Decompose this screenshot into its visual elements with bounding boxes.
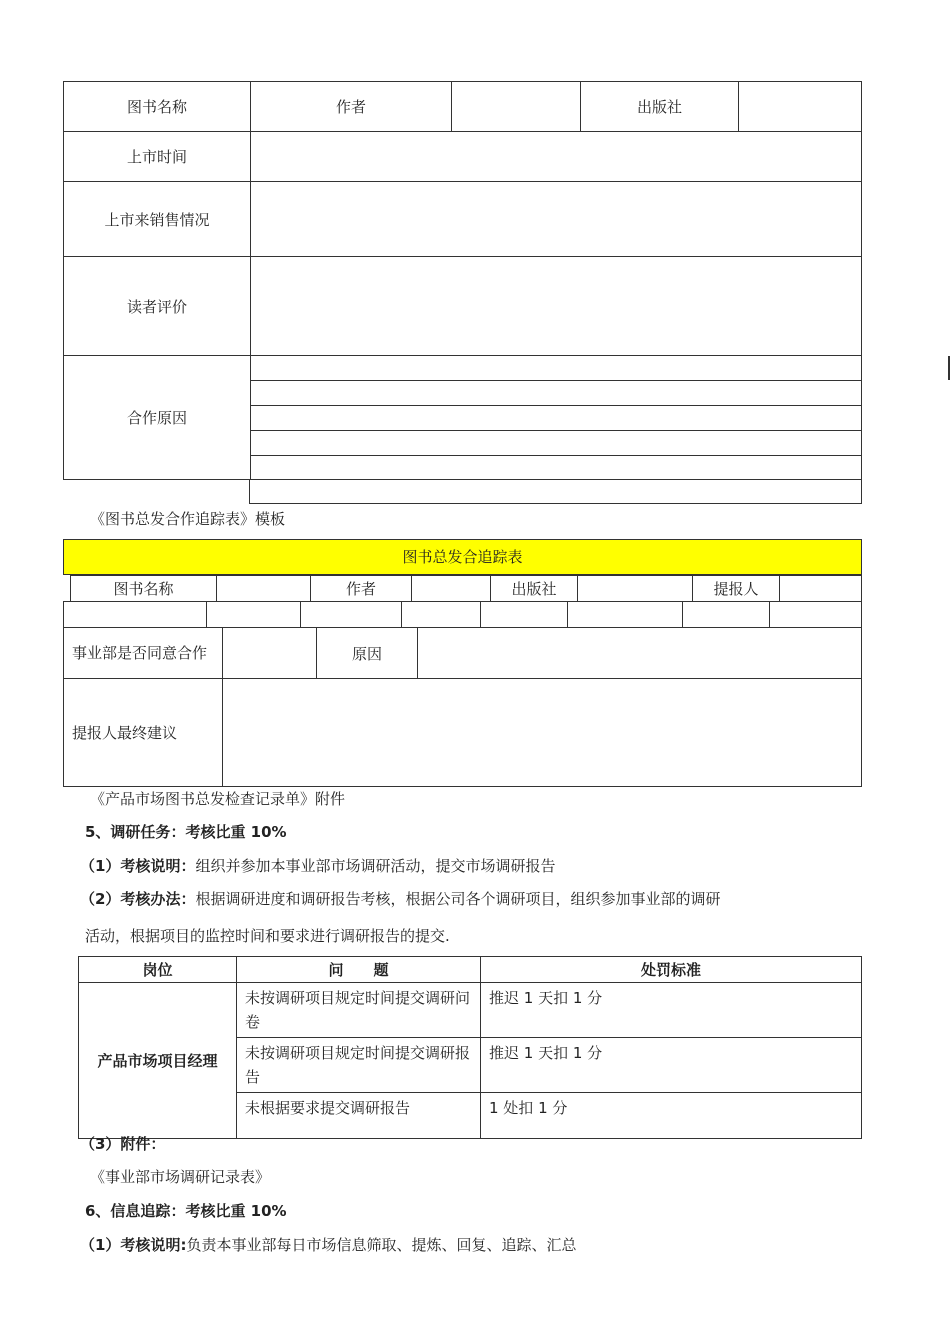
item2-text: 根据调研进度和调研报告考核，根据公司各个调研项目，组织参加事业部的调研 (195, 890, 721, 908)
dept-agree-label: 事业部是否同意合作 (64, 628, 223, 679)
penalty-cell: 1 处扣 1 分 (481, 1093, 862, 1139)
section6-heading: 6、信息追踪：考核比重 10% (85, 1202, 287, 1220)
tracking-table-title: 图书总发合追踪表 (63, 539, 862, 575)
reason-line (251, 356, 862, 381)
book-name-label: 图书名称 (71, 576, 217, 602)
reason-line (251, 456, 862, 480)
penalty-cell: 推迟 1 天扣 1 分 (481, 983, 862, 1038)
caption-tracking-template: 《图书总发合作追踪表》模板 (90, 510, 286, 528)
section5-heading: 5、调研任务：考核比重 10% (85, 823, 287, 841)
release-time-value (251, 132, 862, 182)
author-label: 作者 (251, 82, 452, 132)
publisher-value (739, 82, 862, 132)
item2-label: （2）考核办法： (80, 890, 196, 908)
reader-review-label: 读者评价 (64, 257, 251, 356)
problem-cell: 未按调研项目规定时间提交调研问卷 (237, 983, 481, 1038)
cell (481, 602, 568, 628)
publisher-value (578, 576, 693, 602)
penalty-table (78, 956, 862, 1139)
sales-value (251, 182, 862, 257)
author-value (412, 576, 491, 602)
dept-agree-value (223, 628, 317, 679)
cell (301, 602, 402, 628)
caption-research-record: 《事业部市场调研记录表》 (90, 1168, 271, 1186)
cell (64, 602, 207, 628)
cell (568, 602, 683, 628)
author-label: 作者 (311, 576, 412, 602)
section6-item1 (80, 1235, 576, 1255)
final-suggestion-label: 提报人最终建议 (64, 679, 223, 787)
publisher-label: 出版社 (581, 82, 739, 132)
item1-label: （1）考核说明: (80, 1236, 187, 1254)
section5-item3-label: （3）附件： (80, 1135, 166, 1153)
publisher-label: 出版社 (491, 576, 578, 602)
section5-item2 (80, 889, 720, 909)
cell (402, 602, 481, 628)
section5-item2-cont: 活动，根据项目的监控时间和要求进行调研报告的提交. (85, 927, 450, 945)
section5-item1 (80, 856, 555, 876)
tracking-header-row (70, 575, 862, 602)
final-suggestion-value (223, 679, 862, 787)
cell (770, 602, 862, 628)
item1-text: 负责本事业部每日市场信息筛取、提炼、回复、追踪、汇总 (186, 1236, 577, 1254)
problem-cell: 未按调研项目规定时间提交调研报告 (237, 1038, 481, 1093)
penalty-cell: 推迟 1 天扣 1 分 (481, 1038, 862, 1093)
caption-check-record: 《产品市场图书总发检查记录单》附件 (90, 790, 346, 808)
reason-line-extra (249, 480, 862, 504)
author-value (452, 82, 581, 132)
item1-label: （1）考核说明： (80, 857, 196, 875)
sales-label: 上市来销售情况 (64, 182, 251, 257)
header-position: 岗位 (79, 957, 237, 983)
tracking-body (63, 601, 862, 787)
book-name-label: 图书名称 (64, 82, 251, 132)
position-cell: 产品市场项目经理 (79, 983, 237, 1139)
reason-value (418, 628, 862, 679)
release-time-label: 上市时间 (64, 132, 251, 182)
header-problem: 问 题 (237, 957, 481, 983)
cell (683, 602, 770, 628)
reporter-label: 提报人 (693, 576, 780, 602)
reason-line (251, 381, 862, 406)
reader-review-value (251, 257, 862, 356)
item1-text: 组织并参加本事业部市场调研活动，提交市场调研报告 (195, 857, 556, 875)
reporter-value (780, 576, 862, 602)
problem-cell: 未根据要求提交调研报告 (237, 1093, 481, 1139)
book-cooperation-table (63, 81, 862, 480)
reason-line (251, 431, 862, 456)
reason-label: 原因 (317, 628, 418, 679)
cooperation-reason-label: 合作原因 (64, 356, 251, 480)
reason-line (251, 406, 862, 431)
cell (207, 602, 301, 628)
book-name-value (217, 576, 311, 602)
header-penalty: 处罚标准 (481, 957, 862, 983)
